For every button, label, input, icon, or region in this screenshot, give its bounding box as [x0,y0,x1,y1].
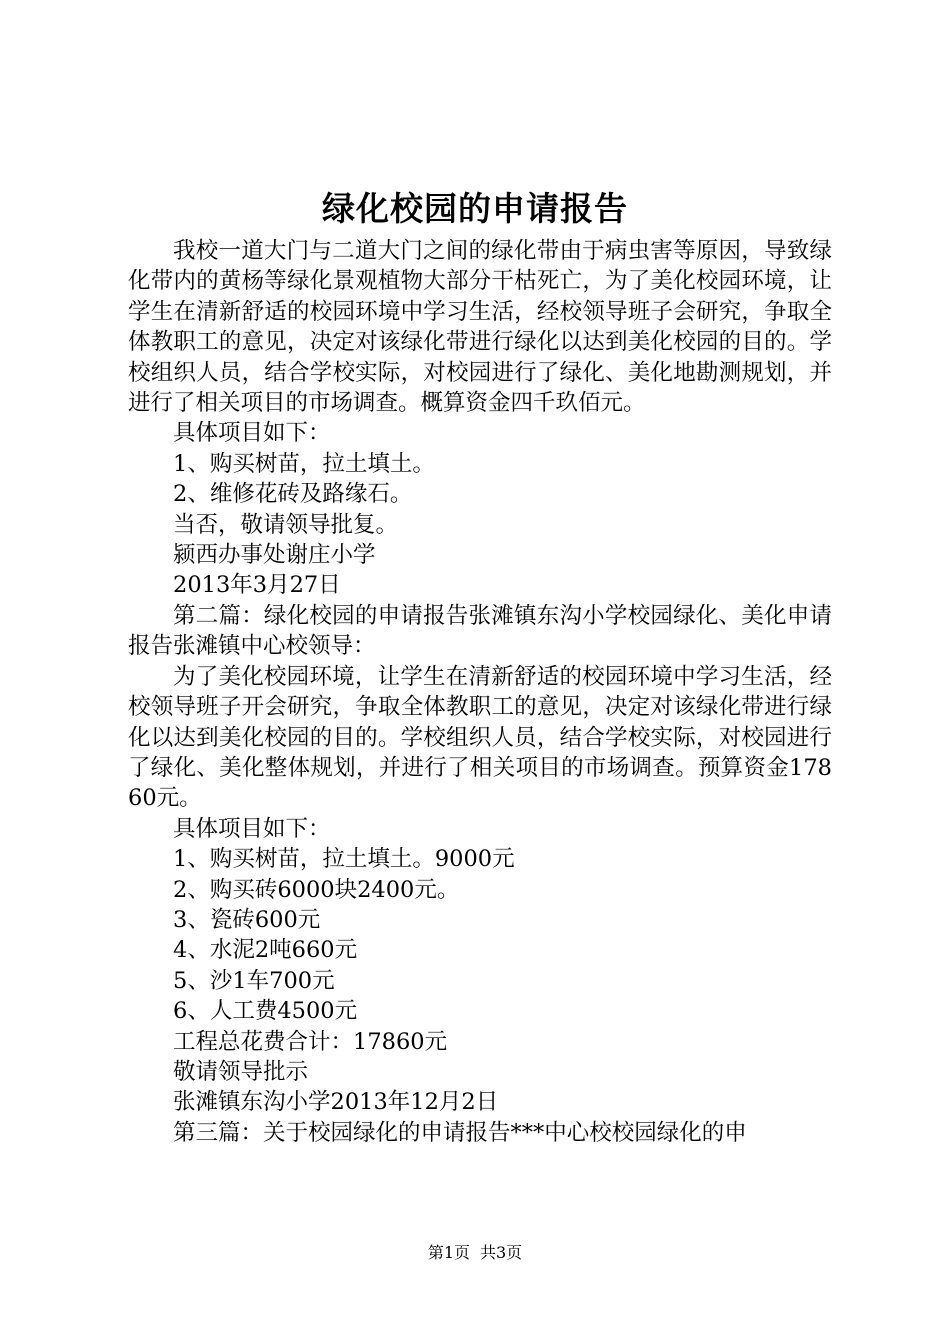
page-footer [0,1242,950,1264]
paragraph: 张滩镇东沟小学2013年12月2日 [173,1089,499,1116]
page-number-current: 第1页 [427,1243,470,1262]
document-body [128,236,832,1148]
document-title: 绿化校园的申请报告 [322,189,628,228]
paragraph: 6、人工费4500元 [173,998,358,1025]
paragraph: 具体项目如下： [173,420,331,447]
paragraph: 颍西办事处谢庄小学 [173,542,376,569]
paragraph: 当否，敬请领导批复。 [173,511,399,538]
paragraph: 具体项目如下： [173,815,331,842]
paragraph: 工程总花费合计：17860元 [173,1028,448,1055]
paragraph: 第二篇：绿化校园的申请报告张滩镇东沟小学校园绿化、美化申请报告张滩镇中心校领导： [128,602,832,660]
paragraph: 4、水泥2吨660元 [173,937,358,964]
paragraph: 1、购买树苗，拉土填土。9000元 [173,846,515,873]
paragraph: 我校一道大门与二道大门之间的绿化带由于病虫害等原因，导致绿化带内的黄杨等绿化景观植物大部分干枯死亡，为了美化校园环境，让学生在清新舒适的校园环境中学习生活，经校领导班子会研究，争取全体教职工的意见，决定对该绿化带进行绿化以达到美化校园的目的。学校组织人员，结合学校实际，对校园进行了绿化、美化地勘测规划，并进行了相关项目的市场调查。概算资金四千玖佰元。 [128,238,832,417]
paragraph: 2013年3月27日 [173,572,341,599]
paragraph: 第三篇：关于校园绿化的申请报告***中心校校园绿化的申 [173,1119,747,1146]
paragraph: 2、维修花砖及路缘石。 [173,481,413,508]
page-number-total: 共3页 [480,1243,523,1262]
paragraph: 1、购买树苗，拉土填土。 [173,450,435,477]
paragraph: 为了美化校园环境，让学生在清新舒适的校园环境中学习生活，经校领导班子开会研究，争取全体教职工的意见，决定对该绿化带进行绿化以达到美化校园的目的。学校组织人员，结合学校实际，对校园进行了绿化、美化整体规划，并进行了相关项目的市场调查。预算资金17860元。 [128,663,832,812]
paragraph: 敬请领导批示 [173,1058,309,1085]
paragraph: 2、购买砖6000块2400元。 [173,876,460,903]
paragraph: 3、瓷砖600元 [173,906,321,933]
paragraph: 5、沙1车700元 [173,967,335,994]
